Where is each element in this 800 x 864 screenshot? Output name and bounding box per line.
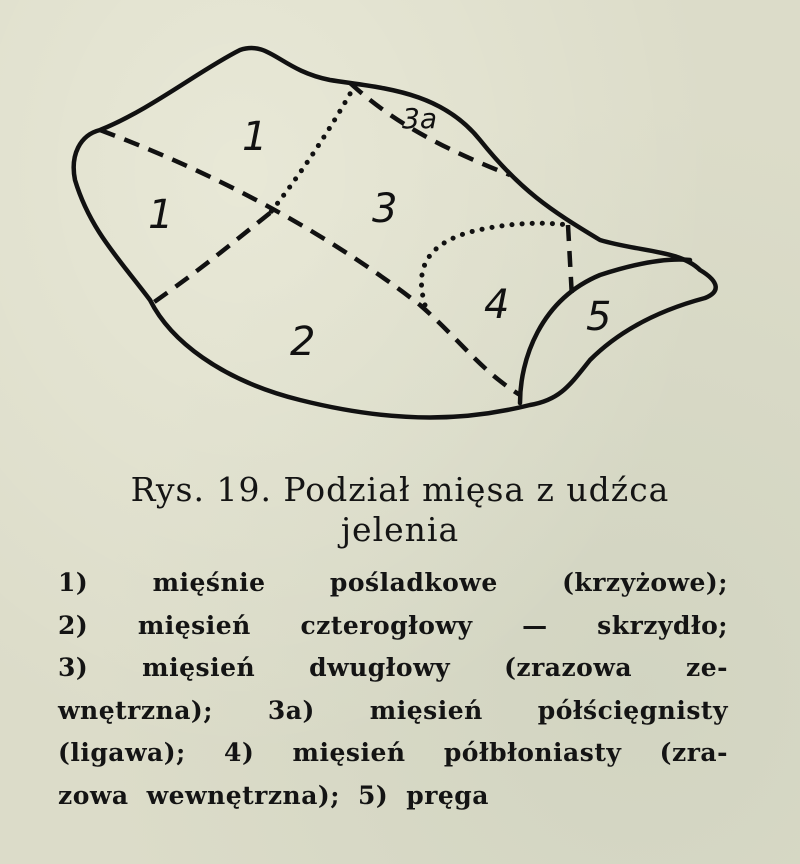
legend-row bbox=[58, 605, 728, 648]
legend-word: mięśnie bbox=[152, 568, 266, 597]
legend bbox=[58, 562, 728, 817]
legend-word: skrzydło; bbox=[597, 610, 728, 640]
legend-word: mięsień bbox=[369, 695, 483, 725]
region-label-1-top: 1 bbox=[242, 114, 268, 160]
region-label-1-left: 1 bbox=[148, 192, 174, 238]
legend-row bbox=[58, 732, 728, 775]
legend-word: 5) bbox=[357, 780, 389, 810]
legend-word: (ligawa); bbox=[58, 738, 186, 767]
caption-title-continued: jelenia bbox=[340, 510, 460, 549]
dashed-line-vertical bbox=[568, 225, 572, 298]
legend-word: półścięgnisty bbox=[537, 695, 728, 725]
region-label-3: 3 bbox=[372, 186, 398, 232]
legend-word: 1) bbox=[58, 568, 89, 597]
legend-word: czterogłowy bbox=[300, 610, 473, 640]
region-label-4: 4 bbox=[484, 282, 510, 328]
legend-word: 3) bbox=[58, 653, 89, 682]
legend-word: 2) bbox=[58, 610, 89, 640]
legend-word: — bbox=[522, 610, 548, 640]
legend-word: pręga bbox=[406, 780, 489, 810]
legend-word: 3a) bbox=[267, 695, 315, 725]
legend-row bbox=[58, 562, 728, 605]
legend-word: dwugłowy bbox=[309, 653, 451, 682]
legend-word: ze- bbox=[686, 653, 728, 682]
legend-word: wnętrzna); bbox=[58, 695, 213, 725]
region-label-5: 5 bbox=[586, 294, 612, 340]
legend-word: wewnętrzna); bbox=[146, 780, 340, 810]
legend-word: zowa bbox=[58, 780, 129, 810]
legend-word: (zrazowa bbox=[504, 653, 633, 682]
legend-row bbox=[58, 647, 728, 690]
region-label-3a: 3a bbox=[402, 102, 437, 135]
legend-word: (krzyżowe); bbox=[562, 568, 728, 597]
dotted-line-upper bbox=[270, 85, 355, 213]
legend-word: (zra- bbox=[659, 738, 728, 767]
legend-row bbox=[58, 775, 728, 818]
legend-word: pośladkowe bbox=[329, 568, 498, 597]
legend-word: mięsień bbox=[137, 610, 251, 640]
legend-word: 4) bbox=[224, 738, 255, 767]
region-label-2: 2 bbox=[290, 319, 316, 365]
legend-word: półbłoniasty bbox=[443, 738, 622, 767]
legend-word: mięsień bbox=[142, 653, 256, 682]
caption-title: Rys. 19. Podział mięsa z udźca bbox=[130, 470, 670, 509]
figure-caption bbox=[0, 470, 800, 550]
legend-row bbox=[58, 690, 728, 733]
legend-word: mięsień bbox=[292, 738, 406, 767]
